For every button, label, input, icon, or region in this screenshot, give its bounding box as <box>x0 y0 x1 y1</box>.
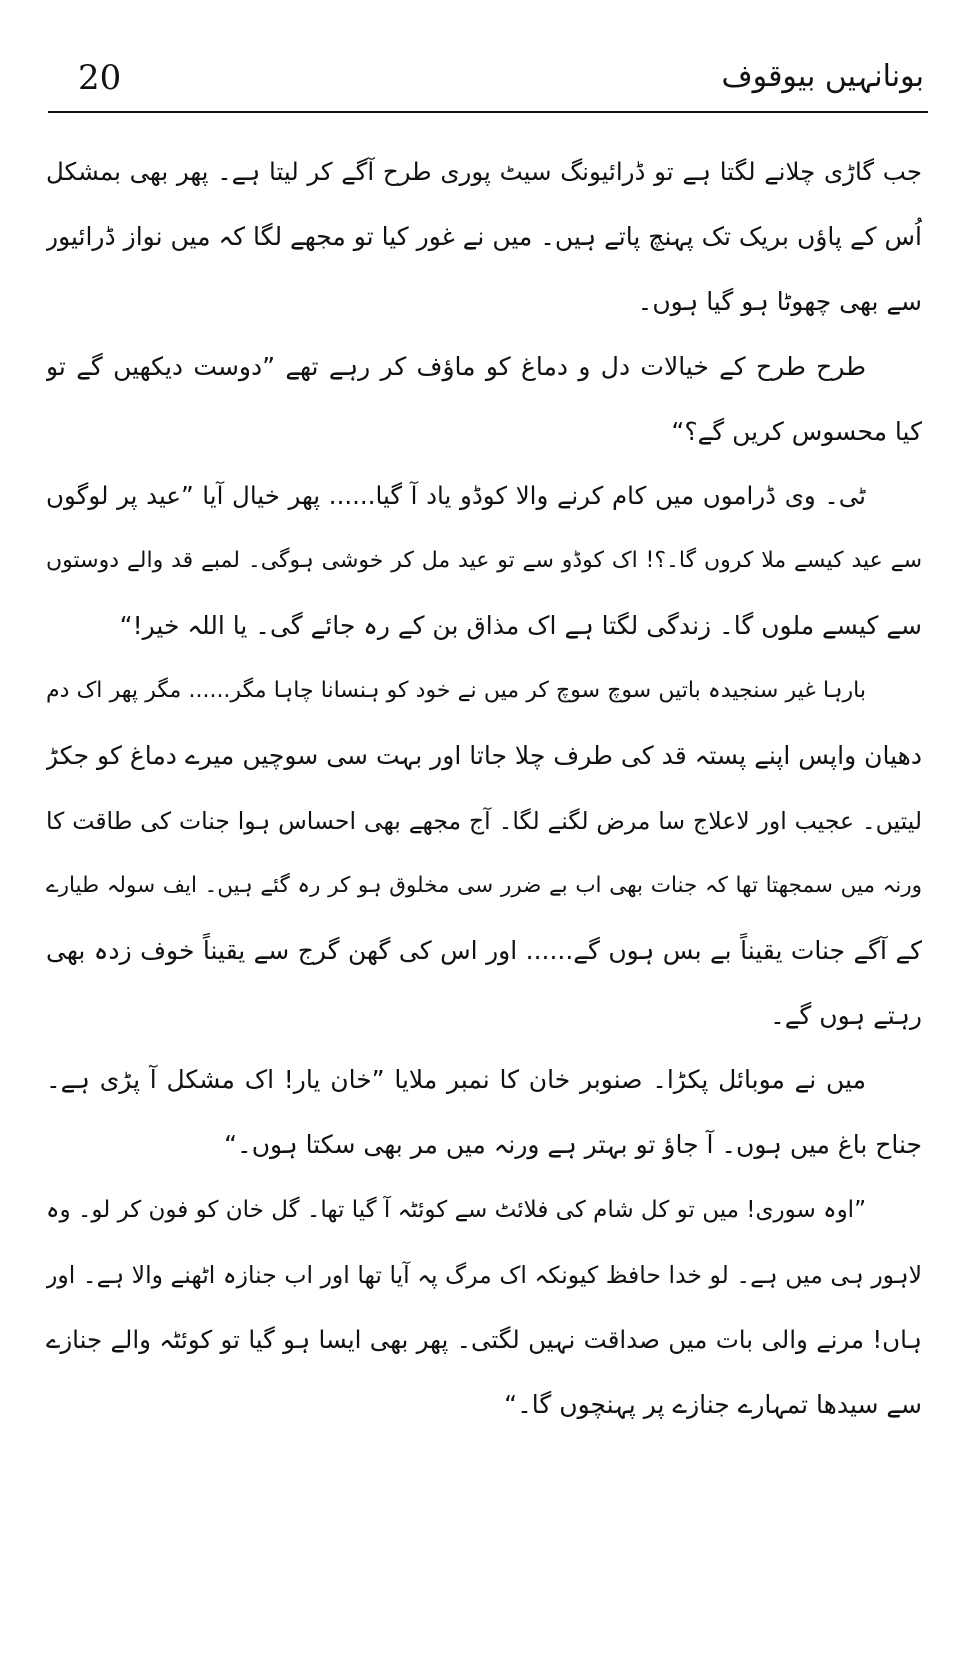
text-line: ورنہ میں سمجھتا تھا کہ جنات بھی اب بے ضرر سی مخلوق ہو کر رہ گئے ہیں۔ ایف سولہ طیارے <box>46 872 922 898</box>
text-line: جب گاڑی چلانے لگتا ہے تو ڈرائیونگ سیٹ پوری طرح آگے کر لیتا ہے۔ پھر بھی بمشکل <box>46 157 922 186</box>
body-text <box>46 140 922 1438</box>
text-line: سے کیسے ملوں گا۔ زندگی لگتا ہے اک مذاق بن کے رہ جائے گی۔ یا اللہ خیر!“ <box>119 611 922 641</box>
text-line: سے سیدھا تمہارے جنازے پر پہنچوں گا۔“ <box>504 1389 922 1419</box>
text-line: ”اوہ سوری! میں تو کل شام کی فلائٹ سے کوئٹہ آ گیا تھا۔ گل خان کو فون کر لو۔ وہ <box>46 1197 866 1224</box>
text-line: رہتے ہوں گے۔ <box>770 1000 922 1030</box>
text-line: سے بھی چھوٹا ہو گیا ہوں۔ <box>637 286 922 316</box>
text-line: ٹی۔ وی ڈراموں میں کام کرنے والا کوڈو یاد آ گیا...... پھر خیال آیا ”عید پر لوگوں <box>46 481 866 511</box>
text-line: ہاں! مرنے والی بات میں صداقت نہیں لگتی۔ پھر بھی ایسا ہو گیا تو کوئٹہ والے جنازے <box>46 1325 922 1355</box>
running-title: بونانہیں بیوقوف <box>721 59 924 94</box>
page-header <box>40 52 928 112</box>
text-line: کیا محسوس کریں گے؟“ <box>671 416 922 446</box>
header-divider <box>48 111 928 113</box>
text-line: دھیان واپس اپنے پستہ قد کی طرف چلا جاتا اور بہت سی سوچیں میرے دماغ کو جکڑ <box>46 741 922 771</box>
page-number: 20 <box>78 58 122 98</box>
text-line: بارہا غیر سنجیدہ باتیں سوچ سوچ کر میں نے خود کو ہنسانا چاہا مگر...... مگر پھر اک دم <box>46 678 866 704</box>
text-line: طرح طرح کے خیالات دل و دماغ کو ماؤف کر رہے تھے ”دوست دیکھیں گے تو <box>46 351 866 381</box>
text-line: کے آگے جنات یقیناً بے بس ہوں گے...... اور اس کی گھن گرج سے یقیناً خوف زدہ بھی <box>46 935 922 965</box>
text-line: سے عید کیسے ملا کروں گا۔؟! اک کوڈو سے تو عید مل کر خوشی ہوگی۔ لمبے قد والے دوستوں <box>46 548 922 574</box>
text-line: لیتیں۔ عجیب اور لاعلاج سا مرض لگنے لگا۔ آج مجھے بھی احساس ہوا جنات کی طاقت کا <box>46 806 922 835</box>
text-line: اُس کے پاؤں بریک تک پہنچ پاتے ہیں۔ میں نے غور کیا تو مجھے لگا کہ میں نواز ڈرائیور <box>46 221 922 251</box>
text-line: میں نے موبائل پکڑا۔ صنوبر خان کا نمبر ملایا ”خان یار! اک مشکل آ پڑی ہے۔ <box>46 1065 866 1095</box>
text-line: جناح باغ میں ہوں۔ آ جاؤ تو بہتر ہے ورنہ میں مر بھی سکتا ہوں۔“ <box>224 1130 922 1160</box>
text-line: لاہور ہی میں ہے۔ لو خدا حافظ کیونکہ اک مرگ پہ آیا تھا اور اب جنازہ اٹھنے والا ہے۔ اور <box>46 1261 922 1290</box>
